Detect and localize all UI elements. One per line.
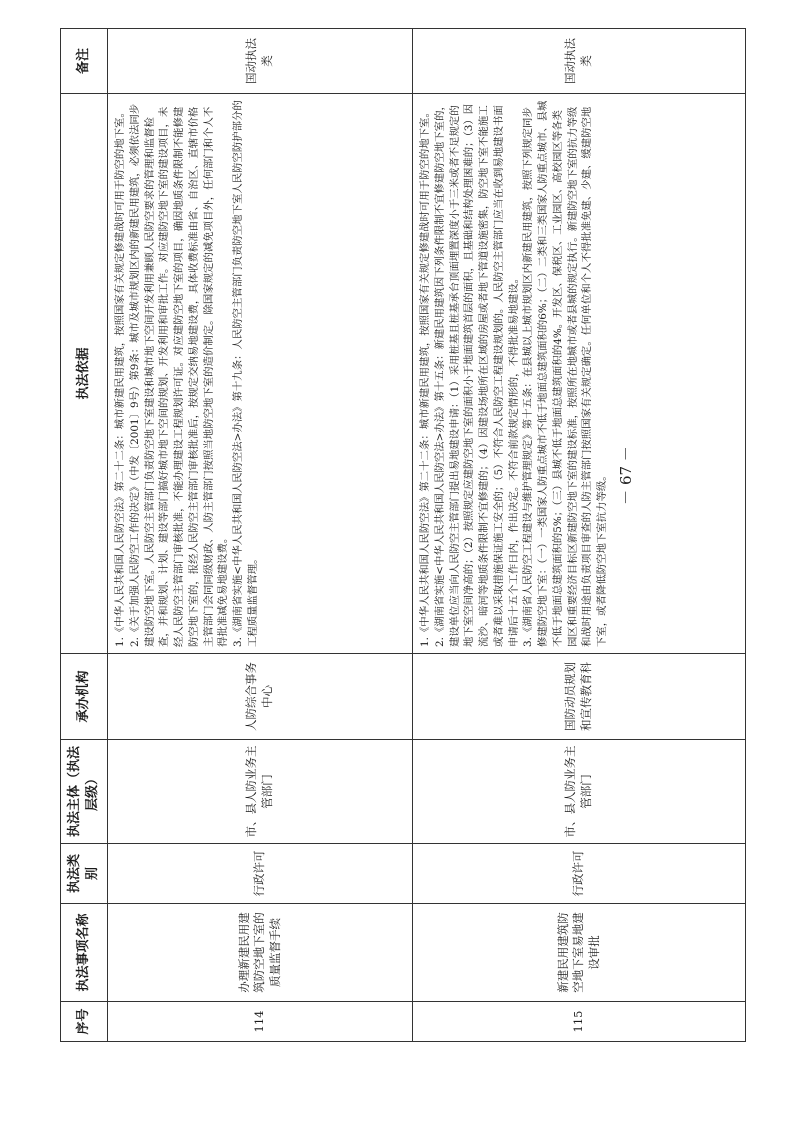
table-row	[108, 29, 413, 1042]
cell-basis	[413, 94, 746, 654]
enforcement-table	[60, 28, 746, 1042]
header-agency: 承办机构	[61, 654, 108, 740]
table-row	[413, 29, 746, 1042]
cell-subject: 市、县人防业务主管部门	[413, 740, 746, 844]
cell-basis	[108, 94, 413, 654]
page-number: － 67 －	[616, 446, 635, 505]
header-category: 执法类别	[61, 844, 108, 904]
cell-agency: 人防综合事务中心	[108, 654, 413, 740]
header-remarks: 备注	[61, 29, 108, 94]
cell-category: 行政许可	[108, 844, 413, 904]
header-seq: 序号	[61, 1002, 108, 1042]
cell-remarks: 国动执法类	[108, 29, 413, 94]
header-row	[61, 29, 108, 1042]
basis-item: 3.《湖南省实施<中华人民共和国人民防空法>办法》第十九条：人民防空主管部门负责防空地下室人民防空防护部分的工程质量监督管理。	[232, 100, 259, 647]
basis-item: 1.《中华人民共和国人民防空法》第二十二条：城市新建民用建筑，按照国家有关规定修建战时可用于防空的地下室。	[114, 107, 126, 647]
cell-seq: 114	[108, 1002, 413, 1042]
cell-name: 办理新建民用建筑防空地下室的质量监督手续	[108, 904, 413, 1002]
cell-remarks: 国动执法类	[413, 29, 746, 94]
header-subject: 执法主体（执法层级）	[61, 740, 108, 844]
header-name: 执法事项名称	[61, 904, 108, 1002]
basis-item: 1.《中华人民共和国人民防空法》第二十二条：城市新建民用建筑，按照国家有关规定修建战时可用于防空的地下室。	[419, 107, 431, 647]
basis-item: 2.《湖南省实施<中华人民共和国人民防空法>办法》第十五条：新建民用建筑因下列条件限制不宜修建防空地下室的，建设单位应当向人民防空主管部门提出易地建设申请：（1）采用桩基且桩基承台顶面埋置深度小于三米或者不足规定的地下室空间净高的；（2）按照规定应建防空地下室的面积小于地面建筑首层的面积，且基础和结构处理困难的；（3）因流沙、暗河等地质条件限制不宜修建的；（4）因建设场地所在区域的房屋或者地下管道设施密集，防空地下室不能施工或者难以采取措施保证施工安全的；（5）不符合人民防空工程建设规划的。人民防空主管部门应当在收到易地建设书面申请后十五个工作日内，作出决定。不符合前款规定情形的，不得批准易地建设。	[433, 100, 520, 647]
cell-subject: 市、县人防业务主管部门	[108, 740, 413, 844]
cell-name: 新建民用建筑防空地下室易地建设审批	[413, 904, 746, 1002]
basis-item: 3.《湖南省人民防空工程建设与维护管理规定》第十五条：在县城以上城市规划区内新建民用建筑，按照下列规定同步修建防空地下室：（一）一类国家人防重点城市不低于地面总建筑面积的6%；（二）二类和三类国家人防重点城市、县城不低于地面总建筑面积的5%；（三）县城不低于地面总建筑面积的4%。开发区、保税区、工业园区、高校园区等各类园区和重要经济目标区新建防空地下室的建设标准，按照所在地城市或者县城的规定执行。新建防空地下室的抗力等级和战时用途由负责项目审查的人防主管部门按照国家有关规定确定。任何单位和个人不得批准免建、少建、缓建防空地下室，或者降低防空地下室抗力等级。	[522, 100, 609, 647]
cell-category: 行政许可	[413, 844, 746, 904]
cell-seq: 115	[413, 1002, 746, 1042]
rotated-table-container	[60, 29, 738, 1042]
basis-item: 2.《关于加强人民防空工作的决定》（中发〔2001〕9号）第9条：城市及城市规划区内的新建民用建筑，必须依法同步建设防空地下室。人民防空主管部门负责防空地下室建设和城市地下空间开发利用兼顾人民防空要求的管理和监督检查，并和规划、计划、建设等部门搞好城市地下空间的规划、开发利用和审批工作。对应建防空地下室的建设项目，未经人民防空主管部门审核批准，不能办理建设工程规划许可证。对应建防空地下室的项目，确因地质条件限制不能修建防空地下室的，报经人民防空主管部门审核批准后，按规定交纳易地建设费，具体收费标准由省、自治区、直辖市价格主管部门会同同级财政、人防主管部门按照当地防空地下室的造价制定。除国家规定的减免项目外，任何部门和个人不得批准减免易地建设费。	[128, 103, 230, 647]
cell-agency: 国防动员规划和宣传教育科	[413, 654, 746, 740]
header-basis: 执法依据	[61, 94, 108, 654]
